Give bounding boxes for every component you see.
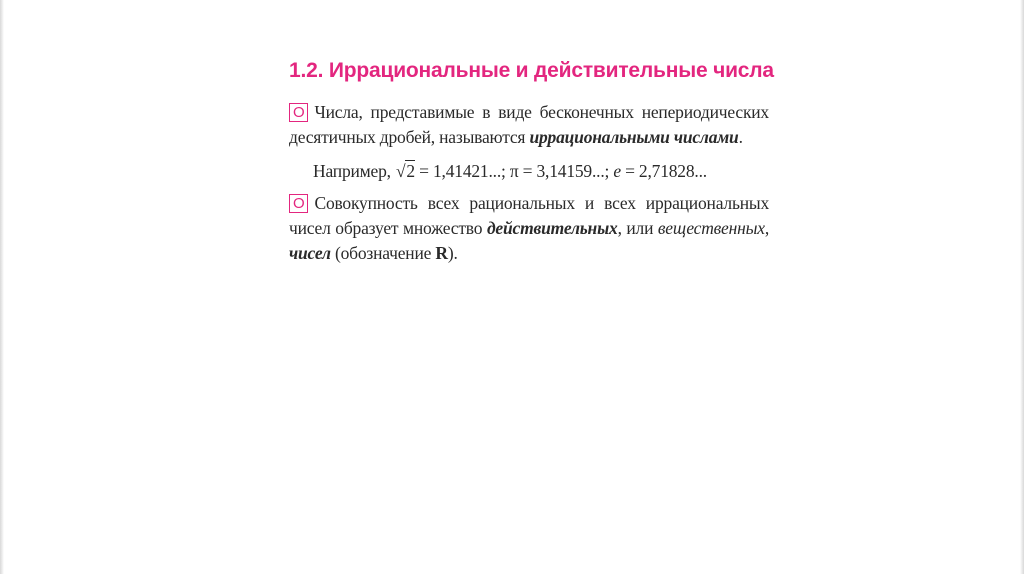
pi-symbol: π	[509, 161, 519, 181]
definition-comma: ,	[764, 218, 769, 238]
pi-value: = 3,14159...;	[518, 161, 614, 181]
e-value: = 2,71828...	[620, 161, 707, 181]
textbook-excerpt	[289, 58, 774, 266]
definition-end: .	[738, 127, 743, 147]
example-lead: Например,	[313, 161, 395, 181]
notation-close: ).	[447, 243, 458, 263]
term-numbers: чисел	[289, 243, 331, 263]
sqrt-value: = 1,41421...;	[414, 161, 510, 181]
definition-text: Совокупность всех рациональных и всех иррациональных чисел образует множество	[289, 193, 769, 238]
radicand: 2	[406, 161, 415, 181]
real-numbers-symbol: R	[435, 243, 448, 263]
section-title: 1.2. Иррациональные и действительные числа	[289, 59, 774, 82]
definition-real-numbers	[289, 191, 769, 266]
notation-open: (обозначение	[330, 243, 436, 263]
e-symbol: e	[613, 161, 621, 181]
term-real-numbers-alt: вещественных	[657, 218, 765, 238]
definition-text: Числа, представимые в виде бесконечных непериодических десятичных дробей, называются	[289, 102, 769, 147]
slide-right-edge	[1020, 0, 1024, 574]
definition-irrational-numbers	[289, 100, 769, 150]
term-real-numbers: действительных	[486, 218, 618, 238]
definition-connector: , или	[617, 218, 658, 238]
definition-marker: О	[289, 194, 308, 213]
example-line	[289, 159, 769, 184]
definition-marker: О	[289, 103, 308, 122]
radical-sign: √	[396, 161, 406, 181]
term-irrational-numbers: иррациональными числами	[529, 127, 739, 147]
slide-left-edge	[0, 0, 4, 574]
square-root-of-two	[395, 159, 415, 184]
